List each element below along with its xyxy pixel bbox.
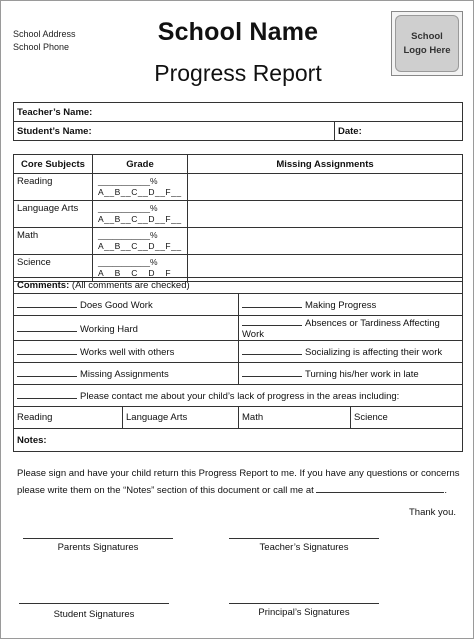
check-blank[interactable]: [242, 316, 302, 326]
comment-label: Does Good Work: [80, 300, 153, 311]
grade-field[interactable]: [93, 228, 188, 255]
subject-label: Language Arts: [14, 201, 93, 228]
comments-label: Comments:: [17, 280, 70, 291]
instructions-paragraph: [17, 466, 461, 499]
check-blank[interactable]: [242, 298, 302, 308]
comments-note: (All comments are checked): [69, 280, 190, 291]
grades-table: [13, 154, 463, 282]
parents-signature-line[interactable]: [23, 538, 173, 539]
comment-option[interactable]: [14, 316, 239, 341]
table-row: [14, 429, 463, 452]
area-label: Math: [242, 412, 264, 423]
comment-label: Missing Assignments: [80, 369, 169, 380]
date-field[interactable]: [335, 122, 463, 141]
grade-letter-options: A__B__C__D__F__: [98, 214, 182, 224]
area-label: Science: [354, 412, 388, 423]
logo-box: [396, 16, 458, 71]
grade-percent-blank: ___________%: [98, 176, 158, 186]
col-core-subjects: Core Subjects: [14, 155, 93, 174]
comment-label: Making Progress: [305, 300, 377, 311]
school-address: School Address: [13, 29, 76, 39]
table-row: [14, 363, 463, 385]
area-option[interactable]: [14, 407, 123, 429]
comment-option[interactable]: [239, 363, 463, 385]
student-name-label: Student’s Name:: [17, 125, 92, 137]
comments-header: [14, 278, 463, 294]
col-grade: Grade: [93, 155, 188, 174]
check-blank[interactable]: [17, 345, 77, 355]
grade-letter-options: A__B__C__D__F__: [98, 241, 182, 251]
table-row: [14, 385, 463, 407]
comment-label: Absences or Tardiness Affecting Work: [242, 318, 440, 340]
notes-label: Notes:: [17, 434, 47, 446]
thank-you: Thank you.: [409, 507, 456, 518]
instructions-line-1: Please sign and have your child return this Progress Report to me. If you have any questions or concerns: [17, 468, 460, 479]
grade-field[interactable]: [93, 201, 188, 228]
comments-table: [13, 277, 463, 452]
date-label: Date:: [338, 125, 362, 137]
grade-field[interactable]: [93, 174, 188, 201]
check-blank[interactable]: [17, 389, 77, 399]
comment-option[interactable]: [239, 341, 463, 363]
area-option[interactable]: [123, 407, 239, 429]
principal-signature-label: Principal’s Signatures: [258, 607, 350, 618]
grade-letter-options: A__B__C__D__F__: [98, 268, 182, 278]
subject-label: Reading: [14, 174, 93, 201]
teacher-signature-label: Teacher’s Signatures: [259, 542, 349, 553]
subject-label: Math: [14, 228, 93, 255]
area-label: Reading: [17, 412, 53, 423]
check-blank[interactable]: [242, 367, 302, 377]
grade-percent-blank: ___________%: [98, 257, 158, 267]
school-name: School Name: [157, 18, 319, 46]
missing-assignments-field[interactable]: [188, 174, 463, 201]
teacher-signature-line[interactable]: [229, 538, 379, 539]
table-row: [14, 228, 463, 255]
col-missing-assignments: Missing Assignments: [188, 155, 463, 174]
phone-fill-blank[interactable]: [316, 482, 444, 493]
table-row: [14, 294, 463, 316]
subject-label: Science: [14, 255, 93, 282]
table-row: [14, 407, 463, 429]
table-row: [14, 316, 463, 341]
comment-option[interactable]: [14, 294, 239, 316]
instructions-line-2-wrap: please write them on the “Notes” section of this document or call me at .: [17, 482, 461, 499]
area-option[interactable]: [351, 407, 463, 429]
comment-option[interactable]: [14, 341, 239, 363]
grade-letter-options: A__B__C__D__F__: [98, 187, 182, 197]
info-table: [13, 102, 463, 141]
student-signature-label: Student Signatures: [53, 609, 135, 620]
school-logo-placeholder: [391, 11, 463, 76]
teacher-name-label: Teacher’s Name:: [17, 106, 93, 118]
check-blank[interactable]: [17, 322, 77, 332]
contact-label: Please contact me about your child’s lack of progress in the areas including:: [80, 391, 400, 402]
school-phone: School Phone: [13, 42, 70, 52]
table-row: [14, 201, 463, 228]
grade-percent-blank: ___________%: [98, 203, 158, 213]
comment-option[interactable]: [14, 363, 239, 385]
comment-label: Working Hard: [80, 323, 138, 335]
check-blank[interactable]: [242, 345, 302, 355]
comment-label: Socializing is affecting their work: [305, 347, 443, 358]
principal-signature-line[interactable]: [229, 603, 379, 604]
check-blank[interactable]: [17, 298, 77, 308]
notes-field[interactable]: [14, 429, 463, 452]
comment-option[interactable]: [239, 294, 463, 316]
student-signature-line[interactable]: [19, 603, 169, 604]
parents-signature-label: Parents Signatures: [57, 542, 139, 553]
contact-option[interactable]: [14, 385, 463, 407]
missing-assignments-field[interactable]: [188, 201, 463, 228]
logo-text-line1: School: [411, 30, 443, 42]
report-title: Progress Report: [154, 60, 322, 86]
missing-assignments-field[interactable]: [188, 228, 463, 255]
grade-percent-blank: ___________%: [98, 230, 158, 240]
area-label: Language Arts: [126, 412, 188, 423]
student-name-field[interactable]: [14, 122, 335, 141]
table-row: [14, 341, 463, 363]
comment-label: Works well with others: [80, 347, 175, 358]
check-blank[interactable]: [17, 367, 77, 377]
area-option[interactable]: [239, 407, 351, 429]
instructions-line-2: please write them on the “Notes” section of this document or call me at: [17, 485, 314, 496]
table-row: [14, 174, 463, 201]
teacher-name-field[interactable]: [14, 103, 463, 122]
comment-option[interactable]: [239, 316, 463, 341]
comment-label: Turning his/her work in late: [305, 369, 419, 380]
logo-text-line2: Logo Here: [403, 44, 451, 56]
